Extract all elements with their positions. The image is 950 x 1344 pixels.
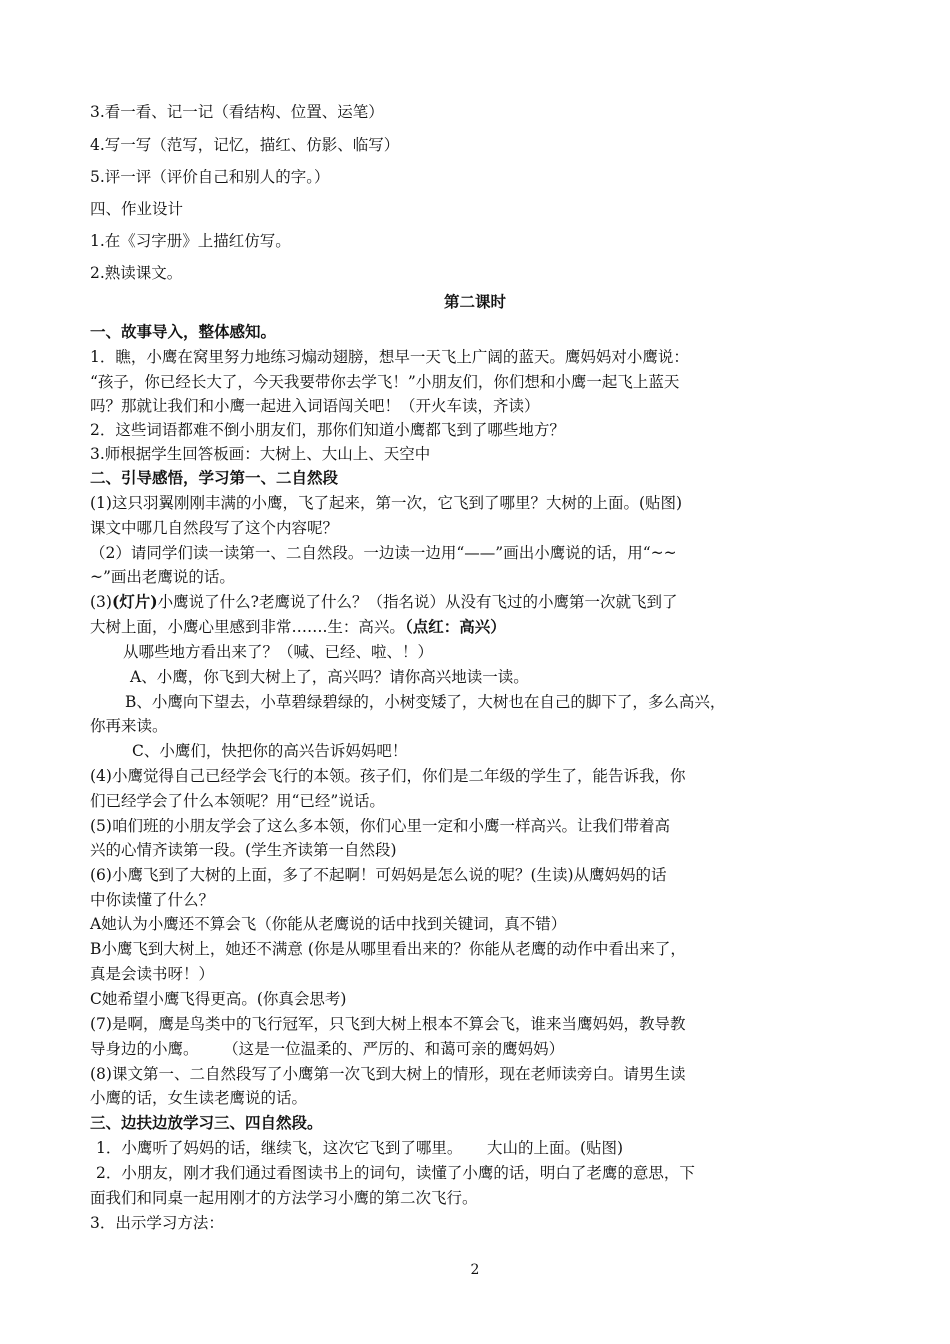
item-number: (3) [90, 593, 112, 611]
text-line: 3.看一看、记一记（看结构、位置、运笔） [90, 103, 384, 121]
text-line: 4.写一写（范写，记忆，描红、仿影、临写） [90, 136, 400, 154]
text-line: 1.在《习字册》上描红仿写。 [90, 232, 291, 250]
text-line: A、小鹰，你飞到大树上了，高兴吗？请你高兴地读一读。 [130, 668, 529, 686]
text-line: (8)课文第一、二自然段写了小鹰第一次飞到大树上的情形，现在老师读旁白。请男生读 [90, 1065, 686, 1083]
text-line: 课文中哪几自然段写了这个内容呢？ [90, 519, 339, 537]
text-line: (5)咱们班的小朋友学会了这么多本领，你们心里一定和小鹰一样高兴。让我们带着高 [90, 817, 670, 835]
text-line: ~”画出老鹰说的话。 [90, 568, 235, 586]
text-line: (4)小鹰觉得自己已经学会飞行的本领。孩子们，你们是二年级的学生了，能告诉我，你 [90, 767, 686, 785]
text-line: 真是会读书呀！） [90, 965, 215, 983]
line-text: 小鹰说了什么?老鹰说了什么？（指名说）从没有飞过的小鹰第一次就飞到了 [157, 593, 678, 611]
text-line: (6)小鹰飞到了大树的上面，多了不起啊！可妈妈是怎么说的呢？(生读)从鹰妈妈的话 [90, 866, 667, 884]
slide-label: (灯片) [111, 592, 158, 611]
line-text: 大树上面，小鹰心里感到非常…….生：高兴。 [90, 618, 405, 636]
text-line: C、小鹰们，快把你的高兴告诉妈妈吧！ [132, 742, 408, 760]
text-line: “孩子，你已经长大了，今天我要带你去学飞！”小朋友们，你们想和小鹰一起飞上蓝天 [90, 373, 680, 391]
section-heading: 二、引导感悟，学习第一、二自然段 [90, 468, 339, 487]
text-line: B、小鹰向下望去，小草碧绿碧绿的，小树变矮了，大树也在自己的脚下了，多么高兴， [125, 693, 726, 711]
text-line: C她希望小鹰飞得更高。(你真会思考) [90, 990, 347, 1008]
text-line [90, 592, 870, 612]
text-line: 3.师根据学生回答板画：大树上、大山上、天空中 [90, 445, 431, 463]
text-line: 5.评一评（评价自己和别人的字。） [90, 168, 330, 186]
text-line: (1)这只羽翼刚刚丰满的小鹰，飞了起来，第一次，它飞到了哪里？大树的上面。(贴图) [90, 494, 683, 512]
emphasis-text: （点红：高兴） [404, 617, 506, 636]
text-line: 面我们和同桌一起用刚才的方法学习小鹰的第二次飞行。 [90, 1189, 478, 1207]
text-line: （2）请同学们读一读第一、二自然段。一边读一边用“——”画出小鹰说的话，用“~~ [90, 544, 677, 562]
text-line: 导身边的小鹰。 （这是一位温柔的、严厉的、和蔼可亲的鹰妈妈） [90, 1040, 565, 1058]
lesson-title: 第二课时 [443, 292, 506, 311]
text-line: 1．小鹰听了妈妈的话，继续飞，这次它飞到了哪里。 大山的上面。(贴图) [96, 1139, 624, 1157]
text-line: (7)是啊，鹰是鸟类中的飞行冠军，只飞到大树上根本不算会飞，谁来当鹰妈妈，教导教 [90, 1015, 686, 1033]
text-line: 兴的心情齐读第一段。(学生齐读第一自然段) [90, 841, 397, 859]
text-line: 们已经学会了什么本领呢？用“已经”说话。 [90, 792, 385, 810]
section-heading: 一、故事导入，整体感知。 [90, 322, 277, 341]
text-line: 你再来读。 [90, 717, 168, 735]
section-heading: 四、作业设计 [90, 200, 184, 218]
text-line: 从哪些地方看出来了？（喊、已经、啦、！） [123, 643, 434, 661]
text-line: 2．这些词语都难不倒小朋友们，那你们知道小鹰都飞到了哪些地方？ [90, 421, 565, 439]
text-line [90, 617, 870, 637]
text-line: A她认为小鹰还不算会飞（你能从老鹰说的话中找到关键词，真不错） [90, 915, 567, 933]
section-heading: 三、边扶边放学习三、四自然段。 [90, 1113, 323, 1132]
text-line: 2．小朋友，刚才我们通过看图读书上的词句，读懂了小鹰的话，明白了老鹰的意思，下 [96, 1164, 695, 1182]
text-line: B小鹰飞到大树上，她还不满意 (你是从哪里看出来的？你能从老鹰的动作中看出来了， [90, 940, 686, 958]
text-line: 吗？那就让我们和小鹰一起进入词语闯关吧！（开火车读，齐读） [90, 397, 540, 415]
text-line: 3．出示学习方法： [90, 1214, 224, 1232]
page-number: 2 [470, 1262, 480, 1278]
text-line: 2.熟读课文。 [90, 264, 183, 282]
text-line: 小鹰的话，女生读老鹰说的话。 [90, 1089, 308, 1107]
text-line: 中你读懂了什么？ [90, 891, 215, 909]
text-line: 1．瞧，小鹰在窝里努力地练习煽动翅膀，想早一天飞上广阔的蓝天。鹰妈妈对小鹰说： [90, 348, 689, 366]
